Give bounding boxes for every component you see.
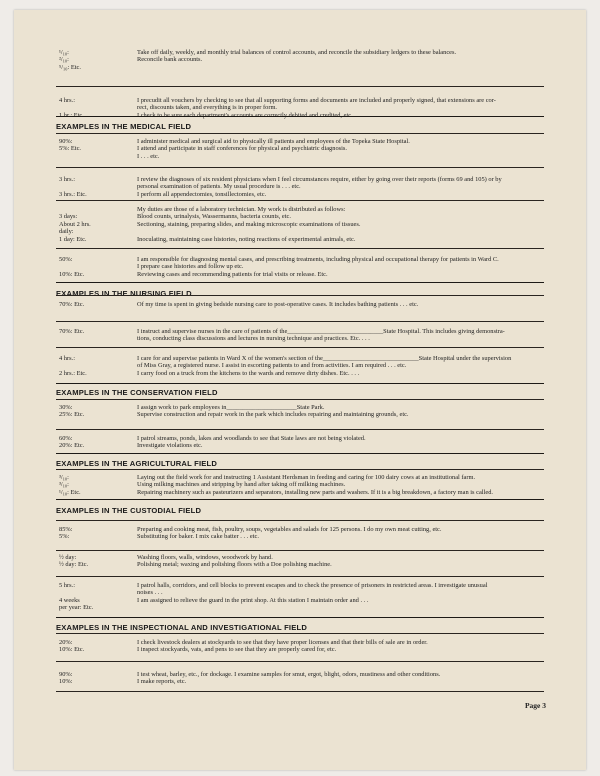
duty-description: I patrol streams, ponds, lakes and woodlands to see that State laws are not being violated. [137,435,366,442]
duty-description: I . . . etc. [137,152,160,160]
separator-rule [56,399,544,400]
separator-rule [56,576,544,577]
separator-rule [56,617,544,618]
section-heading: EXAMPLES IN THE CONSERVATION FIELD [56,388,218,397]
duty-description: I instruct and supervise nurses in the care of patients of the______________________________State Hospital. This includes giving demonstra- [137,328,505,335]
example-line [56,411,544,418]
example-entry [56,639,544,654]
example-line [56,678,544,685]
separator-rule [56,248,544,249]
separator-rule [56,453,544,454]
time-allocation: 10%: [59,678,73,686]
separator-rule [56,383,544,384]
separator-rule [56,661,544,662]
time-allocation: ½ day: [59,554,77,561]
example-line [56,263,544,270]
example-line [56,597,544,604]
duty-description: I care for and supervise patients in Ward X of the women's section of the______________________________State Hospital under the supervision [137,355,512,362]
example-entry [56,138,544,160]
separator-rule [56,469,544,470]
example-line [56,191,544,198]
duty-description: I am responsible for diagnosing mental cases, and prescribing treatments, including physical and occupational therapy for patients in Ward C. [137,256,499,263]
example-line [56,442,544,449]
document-page [14,10,586,770]
example-line [56,489,544,496]
time-allocation: ¹/₁₀: Etc. [59,488,81,496]
duty-description: tions, conducting class discussions and lectures in nursing technique and practices. Etc. . . . [137,335,370,343]
duty-description: Blood counts, urinalysis, Wassermanns, bacteria counts, etc. [137,213,291,221]
time-allocation: 5%: Etc. [59,145,82,153]
time-allocation: 2 hrs.: Etc. [59,369,87,377]
example-line [56,213,544,220]
duty-description: I am assigned to relieve the guard in the print shop. At this station I maintain order and . . . [137,596,369,604]
example-line [56,639,544,646]
separator-rule [56,321,544,322]
time-allocation: ³/₁₀: [59,481,69,489]
example-line [56,153,544,160]
example-line [56,301,544,308]
example-line [56,554,544,561]
duty-description: Polishing metal; waxing and polishing floors with a Doe polishing machine. [137,561,332,569]
duty-description: I make reports, etc. [137,678,187,686]
time-allocation: 60%: [59,435,73,442]
time-allocation: ²/₁₀: [59,56,69,64]
example-line [56,526,544,533]
duty-description: I precudit all vouchers by checking to see that all supporting forms and documents are included and properly signed, that extensions are cor- [137,97,496,104]
time-allocation: 10%: Etc. [59,646,85,654]
example-entry [56,404,544,419]
example-line [56,582,544,589]
example-line [56,271,544,278]
duty-description: I check livestock dealers at stockyards to see that they have proper licenses and that their bills of sale are in order. [137,639,428,646]
example-entry [56,435,544,450]
separator-rule [56,347,544,348]
time-allocation: About 2 hrs. [59,220,91,228]
example-line [56,176,544,183]
separator-rule [56,282,544,283]
time-allocation: 5 hrs.: [59,582,75,589]
example-line [56,256,544,263]
duty-description: I perform all appendectomies, tonsillectomies, etc. [137,190,267,198]
example-entry [56,554,544,569]
separator-rule [56,86,544,87]
duty-description: I administer medical and surgical aid to physically ill patients and employees of the Topeka State Hospital. [137,138,410,145]
example-line [56,362,544,369]
time-allocation: ⁵/₁₀: Etc. [59,63,81,71]
separator-rule [56,691,544,692]
duty-description: I check to be sure each department's accounts are correctly debited and credited, etc. [137,111,353,119]
example-line [56,561,544,568]
example-line [56,145,544,152]
duty-description: Repairing machinery such as pasteurizers and separators, installing new parts and washers. If it is a big breakdown, a factory man is called. [137,488,493,496]
time-allocation: 25%: Etc. [59,411,85,419]
example-entry [56,474,544,496]
duty-description: I prepare case histories and follow up etc. [137,263,244,271]
separator-rule [56,116,544,117]
example-line [56,228,544,235]
time-allocation: daily: [59,228,74,236]
example-line [56,404,544,411]
duty-description: of Miss Gray, a registered nurse. I assist in escorting patients to and from activities. I am required . . . etc. [137,362,407,370]
duty-description: Reviewing cases and recommending patients for trial visits or release. Etc. [137,270,328,278]
example-line [56,370,544,377]
duty-description: Investigate violations etc. [137,442,203,450]
section-heading: EXAMPLES IN THE INSPECTIONAL AND INVESTIGATIONAL FIELD [56,623,308,632]
duty-description: Reconcile bank accounts. [137,56,203,64]
example-entry [56,328,544,343]
time-allocation: 3 hrs.: [59,176,75,183]
time-allocation: 4 hrs.: [59,355,75,362]
time-allocation: 3 days: [59,213,78,221]
duty-description: Substituting for baker. I mix cake batter . . . etc. [137,533,259,541]
example-line [56,328,544,335]
separator-rule [56,295,544,296]
time-allocation: ¹/₁₀: [59,49,69,56]
duty-description: rect, discounts taken, and everything is in proper form. [137,104,278,112]
separator-rule [56,133,544,134]
example-line [56,49,544,56]
page-number: Page 3 [524,701,546,710]
example-entry [56,206,544,243]
example-line [56,56,544,63]
duty-description: I test wheat, barley, etc., for dockage. I examine samples for smut, ergot, blight, odors, mustiness and other conditions. [137,671,441,678]
time-allocation: 4 weeks [59,596,80,604]
time-allocation: 20%: Etc. [59,442,85,450]
duty-description: noises . . . [137,589,163,597]
time-allocation: 30%: [59,404,73,411]
time-allocation: 1 day: Etc. [59,235,87,243]
example-line [56,138,544,145]
separator-rule [56,633,544,634]
duty-description: I patrol halls, corridors, and cell blocks to prevent escapes and to check the presence of prisoners in restricted areas. I investigate unusual [137,582,488,589]
time-allocation: 20%: [59,639,73,646]
example-line [56,646,544,653]
section-heading: EXAMPLES IN THE MEDICAL FIELD [56,122,192,131]
time-allocation: 85%: [59,526,73,533]
example-line [56,335,544,342]
duty-description: I carry food on a truck from the kitchens to the wards and remove dirty dishes. Etc. . . . [137,369,360,377]
example-line [56,589,544,596]
duty-description: Supervise construction and repair work in the park which includes repairing and maintaining grounds, etc. [137,411,409,419]
duty-description: Sectioning, staining, preparing slides, and making microscopic examinations of tissues. [137,220,361,228]
separator-rule [56,167,544,168]
time-allocation: per year: Etc. [59,604,94,612]
duty-description: I inspect stockyards, vats, and pens to see that they are properly cared for, etc. [137,646,337,654]
duty-description: Of my time is spent in giving bedside nursing care to post-operative cases. It includes bathing patients . . . etc. [137,301,419,308]
example-line [56,604,544,611]
example-entry [56,355,544,377]
example-line [56,481,544,488]
time-allocation: 10%: Etc. [59,270,85,278]
time-allocation: 4 hrs.: [59,97,75,104]
example-entry [56,526,544,541]
time-allocation: 5%: [59,533,70,541]
example-line [56,104,544,111]
duty-description: I attend and participate in staff conferences for physical and psychiatric diagnosis. [137,145,347,153]
section-heading: EXAMPLES IN THE CUSTODIAL FIELD [56,506,202,515]
duty-description: Preparing and cooking meat, fish, poultry, soups, vegetables and salads for 125 persons. I do my own meat cutting, etc. [137,526,442,533]
separator-rule [56,200,544,201]
example-line [56,221,544,228]
example-line [56,435,544,442]
time-allocation: ³/₁₀: [59,474,69,481]
example-line [56,236,544,243]
separator-rule [56,429,544,430]
example-line [56,64,544,71]
duty-description: I review the diagnoses of six resident physicians when I feel circumstances require, either by going over their reports (forms 69 and 105) or by [137,176,502,183]
separator-rule [56,499,544,500]
example-line [56,183,544,190]
time-allocation: 70%: Etc. [59,328,85,335]
example-entry [56,256,544,278]
duty-description: Laying out the field work for and instructing 1 Assistant Herdsman in feeding and caring for 100 dairy cows at an institutional farm. [137,474,476,481]
duty-description: Take off daily, weekly, and monthly trial balances of control accounts, and reconcile the subsidiary ledgers to these balances. [137,49,457,56]
example-entry [56,582,544,612]
separator-rule [56,550,544,551]
example-line [56,671,544,678]
duty-description: Inoculating, maintaining case histories, noting reactions of experimental animals, etc. [137,235,356,243]
example-line [56,355,544,362]
separator-rule [56,520,544,521]
example-entry [56,49,544,71]
example-entry [56,301,544,308]
example-line [56,206,544,213]
duty-description: I assign work to park employees in______________________State Park. [137,404,325,411]
duty-description: Using milking machines and stripping by hand after taking off milking machines. [137,481,346,489]
section-heading: EXAMPLES IN THE NURSING FIELD [56,289,192,298]
time-allocation: 3 hrs.: Etc. [59,190,87,198]
time-allocation: 90%: [59,138,73,145]
time-allocation: 50%: [59,256,73,263]
time-allocation: ½ day: Etc. [59,561,89,569]
time-allocation: 90%: [59,671,73,678]
example-entry [56,176,544,198]
duty-description: My duties are those of a laboratory technician. My work is distributed as follows: [137,206,346,213]
duty-description: Washing floors, walls, windows, woodwork by hand. [137,554,273,561]
example-entry [56,671,544,686]
section-heading: EXAMPLES IN THE AGRICULTURAL FIELD [56,459,218,468]
time-allocation: 70%: Etc. [59,301,85,308]
time-allocation: 1 hr.: Etc. [59,111,84,119]
example-line [56,533,544,540]
duty-description: personal examination of patients. My usual procedure is . . . etc. [137,183,301,191]
example-line [56,97,544,104]
example-line [56,474,544,481]
